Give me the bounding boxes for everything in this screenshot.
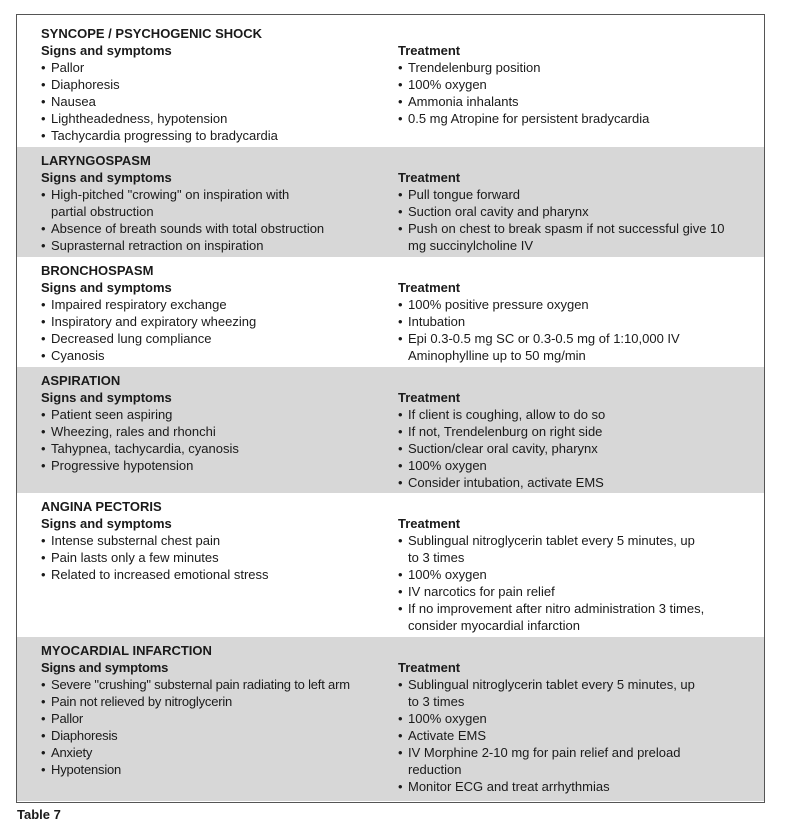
treatment-item: • Suction/clear oral cavity, pharynx: [398, 440, 758, 457]
table-caption: Table 7: [17, 807, 61, 822]
treatment-item: • Activate EMS: [398, 727, 708, 744]
signs-heading: Signs and symptoms: [41, 390, 172, 405]
treatment-heading: Treatment: [398, 170, 461, 185]
section-title: LARYNGOSPASM: [41, 153, 151, 168]
signs-heading: Signs and symptoms: [41, 280, 172, 295]
treatment-heading: Treatment: [398, 516, 461, 531]
sign-item: • Wheezing, rales and rhonchi: [41, 423, 391, 440]
sign-item: • Nausea: [41, 93, 391, 110]
sign-item: • Patient seen aspiring: [41, 406, 391, 423]
treatment-column: [398, 279, 708, 364]
treatment-item: • Sublingual nitroglycerin tablet every 5 minutes, up to 3 times: [398, 532, 698, 566]
treatment-item: • If client is coughing, allow to do so: [398, 406, 758, 423]
sign-item: • High-pitched "crowing" on inspiration with partial obstruction: [41, 186, 321, 220]
sign-item: • Inspiratory and expiratory wheezing: [41, 313, 391, 330]
signs-column: [41, 169, 325, 254]
signs-column: [41, 515, 391, 583]
sign-item: • Pain not relieved by nitroglycerin: [41, 693, 401, 710]
sign-item: • Cyanosis: [41, 347, 391, 364]
treatment-column: [398, 515, 728, 634]
sign-item: • Pain lasts only a few minutes: [41, 549, 391, 566]
treatment-item: • If no improvement after nitro administration 3 times, consider myocardial infarction: [398, 600, 728, 634]
sign-item: • Lightheadedness, hypotension: [41, 110, 391, 127]
sign-item: • Diaphoresis: [41, 76, 391, 93]
signs-column: [41, 389, 391, 474]
section-aspiration: [17, 367, 764, 493]
treatment-column: [398, 389, 758, 491]
sign-item: • Related to increased emotional stress: [41, 566, 391, 583]
treatment-item: • IV narcotics for pain relief: [398, 583, 728, 600]
sign-item: • Progressive hypotension: [41, 457, 391, 474]
sign-item: • Intense substernal chest pain: [41, 532, 391, 549]
treatment-item: • 100% oxygen: [398, 710, 708, 727]
section-title: ASPIRATION: [41, 373, 121, 388]
treatment-item: • Sublingual nitroglycerin tablet every 5 minutes, up to 3 times: [398, 676, 698, 710]
signs-column: [41, 279, 391, 364]
section-myocardial-infarction: [17, 637, 764, 801]
treatment-heading: Treatment: [398, 390, 461, 405]
signs-heading: Signs and symptoms: [41, 170, 172, 185]
treatment-item: • Monitor ECG and treat arrhythmias: [398, 778, 708, 795]
treatment-column: [398, 659, 708, 795]
section-bronchospasm: [17, 257, 764, 367]
section-title: BRONCHOSPASM: [41, 263, 154, 278]
sign-item: • Tahypnea, tachycardia, cyanosis: [41, 440, 391, 457]
sign-item: • Decreased lung compliance: [41, 330, 391, 347]
signs-column: [41, 42, 391, 144]
sign-item: • Hypotension: [41, 761, 401, 778]
signs-heading: Signs and symptoms: [41, 43, 172, 58]
treatment-item: • 100% oxygen: [398, 566, 728, 583]
treatment-item: • Consider intubation, activate EMS: [398, 474, 758, 491]
treatment-heading: Treatment: [398, 43, 461, 58]
treatment-item: • 100% positive pressure oxygen: [398, 296, 708, 313]
section-syncope: [17, 15, 764, 147]
section-title: ANGINA PECTORIS: [41, 499, 162, 514]
treatment-item: • Epi 0.3-0.5 mg SC or 0.3-0.5 mg of 1:10,000 IV Aminophylline up to 50 mg/min: [398, 330, 708, 364]
section-title: SYNCOPE / PSYCHOGENIC SHOCK: [41, 26, 263, 41]
signs-heading: Signs and symptoms: [41, 660, 169, 675]
treatment-item: • Push on chest to break spasm if not successful give 10 mg succinylcholine IV: [398, 220, 738, 254]
treatment-heading: Treatment: [398, 660, 461, 675]
signs-column: [41, 659, 401, 778]
treatment-item: • 0.5 mg Atropine for persistent bradycardia: [398, 110, 758, 127]
sign-item: • Absence of breath sounds with total obstruction: [41, 220, 321, 237]
treatment-heading: Treatment: [398, 280, 461, 295]
treatment-item: • 100% oxygen: [398, 76, 758, 93]
treatment-item: • If not, Trendelenburg on right side: [398, 423, 758, 440]
section-angina-pectoris: [17, 493, 764, 637]
signs-heading: Signs and symptoms: [41, 516, 172, 531]
treatment-column: [398, 169, 738, 254]
sign-item: • Impaired respiratory exchange: [41, 296, 391, 313]
treatment-item: • Trendelenburg position: [398, 59, 758, 76]
section-laryngospasm: [17, 147, 764, 257]
sign-item: • Suprasternal retraction on inspiration: [41, 237, 321, 254]
sign-item: • Tachycardia progressing to bradycardia: [41, 127, 391, 144]
treatment-item: • Pull tongue forward: [398, 186, 738, 203]
emergency-table: [16, 14, 765, 803]
sign-item: • Pallor: [41, 710, 401, 727]
section-title: MYOCARDIAL INFARCTION: [41, 643, 212, 658]
treatment-item: • IV Morphine 2-10 mg for pain relief and preload reduction: [398, 744, 708, 778]
treatment-item: • Suction oral cavity and pharynx: [398, 203, 738, 220]
sign-item: • Diaphoresis: [41, 727, 401, 744]
treatment-column: [398, 42, 758, 127]
treatment-item: • Intubation: [398, 313, 708, 330]
sign-item: • Anxiety: [41, 744, 401, 761]
treatment-item: • 100% oxygen: [398, 457, 758, 474]
sign-item: • Pallor: [41, 59, 391, 76]
sign-item: • Severe "crushing" substernal pain radiating to left arm: [41, 676, 401, 693]
treatment-item: • Ammonia inhalants: [398, 93, 758, 110]
